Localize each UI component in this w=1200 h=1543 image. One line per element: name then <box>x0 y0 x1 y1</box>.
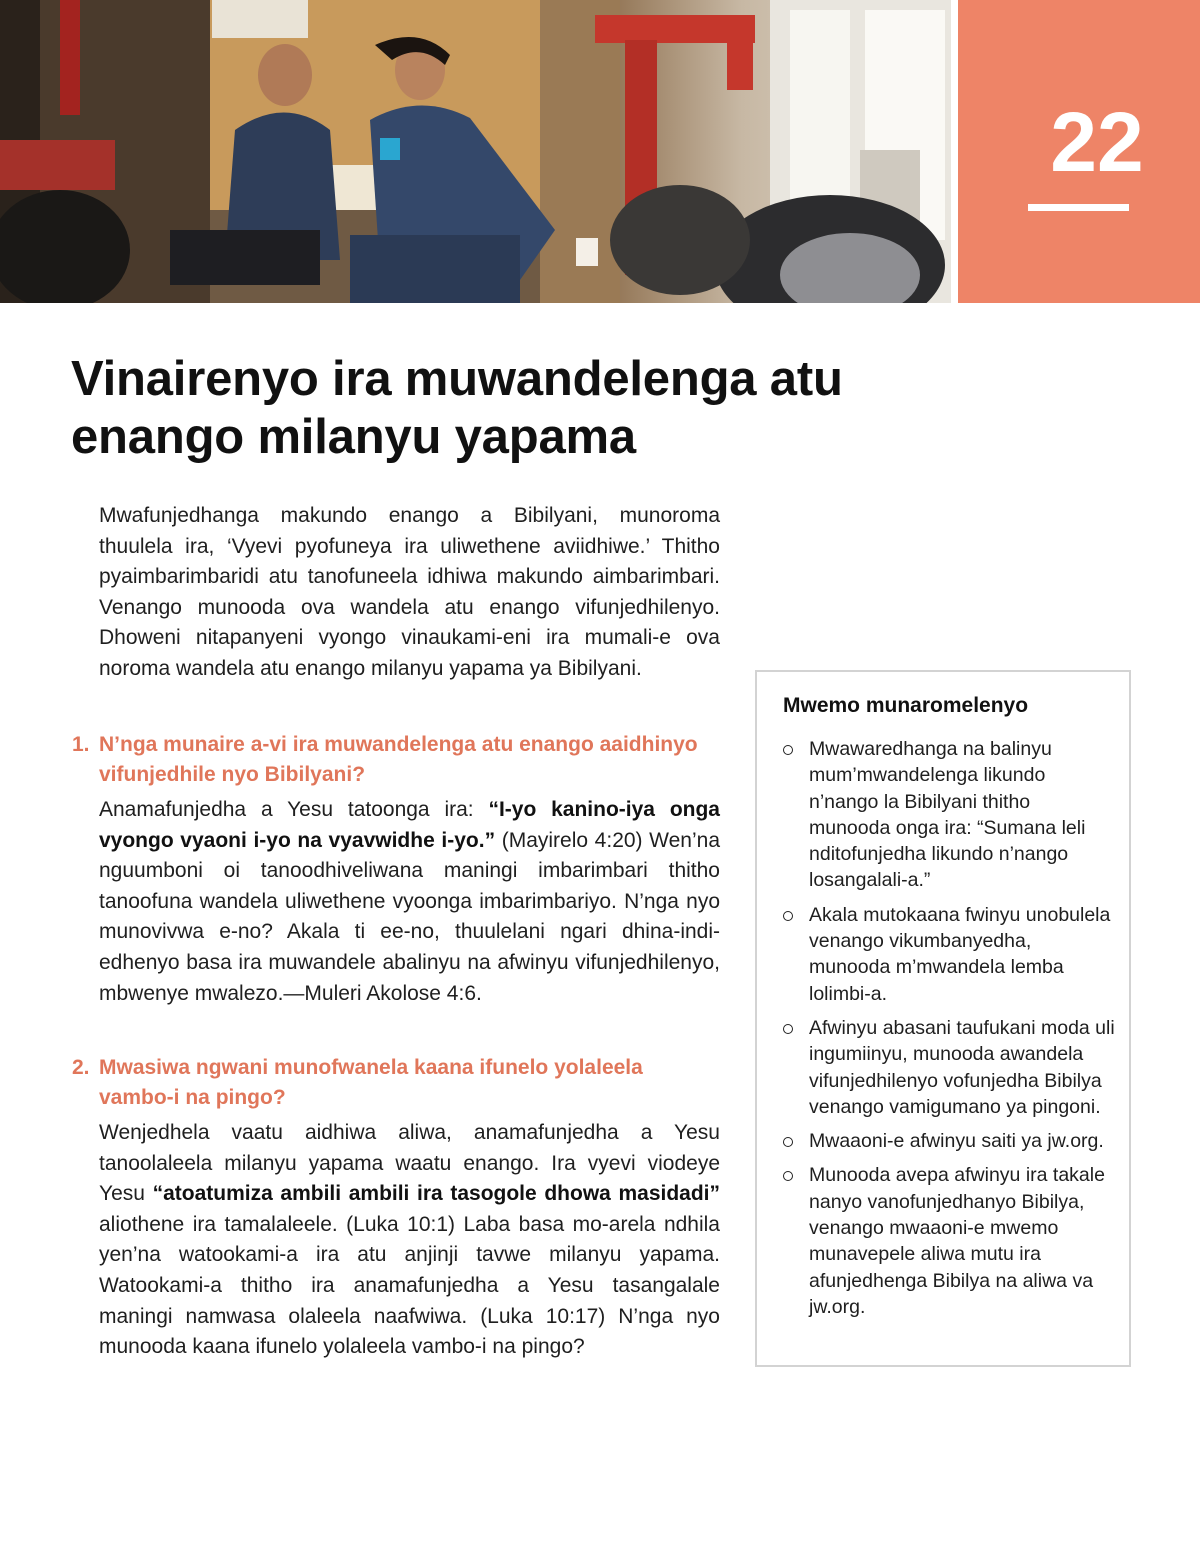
lesson-number-block <box>958 0 1200 303</box>
header-photo <box>0 0 951 303</box>
answer-2 <box>99 1118 720 1363</box>
list-item <box>781 736 1116 894</box>
bullet-circle-icon <box>783 1171 793 1181</box>
bullet-circle-icon <box>783 1137 793 1147</box>
answer-2-quote: “atoatumiza ambili ambili ira tasogole dhowa masidadi” <box>152 1182 720 1206</box>
lesson-number: 22 <box>1050 95 1144 189</box>
list-item-text: Afwinyu abasani taufukani moda uli ingumiinyu, munooda awandela vifunjedhilenyo vofunjedha Bibilya venango vamigumano ya pingoni. <box>809 1016 1115 1118</box>
sidebar-list <box>781 736 1116 1328</box>
list-item <box>781 1162 1116 1320</box>
intro-section <box>99 501 720 685</box>
answer-1-quote: “I-yo kanino-iya onga vyongo vyaoni i-yo na vyavwidhe i-yo.” <box>99 798 720 852</box>
lesson-number-underline <box>1028 204 1129 211</box>
sidebar-title: Mwemo munaromelenyo <box>783 694 1029 717</box>
answer-2-text-start: Wenjedhela vaatu aidhiwa aliwa, anamafunjedha a Yesu tanoolaleela milanyu yapama waatu enango. Ira vyevi viodeye Yesu <box>99 1121 720 1206</box>
list-item-text: Mwaaoni-e afwinyu saiti ya jw.org. <box>809 1130 1104 1153</box>
list-item-text: Mwawaredhanga na balinyu mum’mwandelenga likundo n’nango la Bibilyani thitho munooda onga ira: “Sumana leli nditofunjedha likundo n’nango losangalali-a.” <box>809 738 1086 892</box>
bullet-circle-icon <box>783 745 793 755</box>
garage-scene-illustration <box>0 0 951 303</box>
answer-2-text-end: aliothene ira tamalaleele. (Luka 10:1) Laba basa mo-arela ndhila yen’na watookami-a ira atu anjinji tavwe milanyu yapama. Watookami-a thitho ira anamafunjedha a Yesu tasangalale maningi namwasa olaleela naafwiwa. (Luka 10:17) N’nga nyo munooda kaana ifunelo yolaleela vambo-i na pingo? <box>99 1212 720 1359</box>
answer-1 <box>99 795 720 1009</box>
answer-1-text-start: Anamafunjedha a Yesu tatoonga ira: <box>99 798 489 821</box>
question-1-number: 1. <box>72 733 90 756</box>
list-item-text: Munooda avepa afwinyu ira takale nanyo vanofunjedhanyo Bibilya, venango mwaaoni-e mwemo munavepele aliwa mutu ira afunjedhenga Bibilya na aliwa va jw.org. <box>809 1164 1105 1318</box>
list-item <box>781 1128 1116 1154</box>
list-item-text: Akala mutokaana fwinyu unobulela venango vikumbanyedha, munooda m’mwandela lemba lolimbi-a. <box>809 903 1111 1005</box>
bullet-circle-icon <box>783 1024 793 1034</box>
question-1 <box>72 730 712 790</box>
intro-paragraph: Mwafunjedhanga makundo enango a Bibilyani, munoroma thuulela ira, ‘Vyevi pyofuneya ira uliwethene aviidhiwe.’ Thitho pyaimbarimbaridi atu tanofuneela idhiwa makundo aimbarimbari. Venango munooda ova wandela atu enango vifunjedhilenyo. Dhoweni nitapanyeni vyongo vinaukami-eni ira mumali-e ova noroma wandela atu enango milanyu yapama ya Bibilyani. <box>99 504 720 680</box>
question-1-text: N’nga munaire a-vi ira muwandelenga atu enango aaidhinyo vifunjedhile nyo Bibilyani? <box>99 733 698 786</box>
answer-1-paragraph <box>99 795 720 1009</box>
bullet-circle-icon <box>783 911 793 921</box>
list-item <box>781 1015 1116 1120</box>
page-title: Vinairenyo ira muwandelenga atu enango milanyu yapama <box>71 352 843 464</box>
list-item <box>781 902 1116 1007</box>
answer-2-paragraph <box>99 1118 720 1363</box>
sidebar-box <box>755 670 1131 1367</box>
answer-1-text-end: (Mayirelo 4:20) Wen’na nguumboni oi tanoodhiveliwana maningi imbarimbari thitho tanoofuna wandela uliwethene vyoonga imbarimbariyo. N’nga nyo munovivwa e-no? Akala ti ee-no, thuulelani ngari dhina-indi-edhenyo basa ira muwandele abalinyu na afwinyu vifunjedhilenyo, mbwenye mwalezo.—Muleri Akolose 4:6. <box>99 828 720 1005</box>
question-2-number: 2. <box>72 1056 90 1079</box>
question-2-text: Mwasiwa ngwani munofwanela kaana ifunelo yolaleela vambo-i na pingo? <box>99 1056 643 1109</box>
question-2 <box>72 1053 712 1113</box>
